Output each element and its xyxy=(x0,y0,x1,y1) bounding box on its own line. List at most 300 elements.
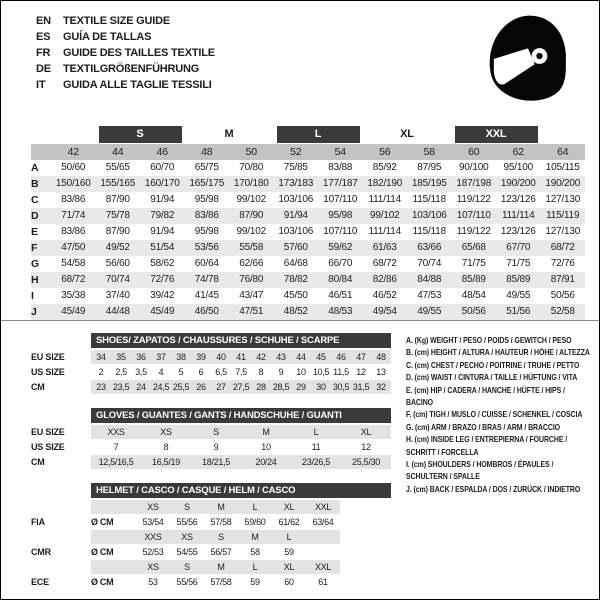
size-group-label: XXL xyxy=(455,126,538,143)
size-group-label: M xyxy=(224,128,234,140)
size-value: 87/91 xyxy=(550,274,575,285)
sub-table-row xyxy=(31,380,391,394)
size-value: 95/100 xyxy=(503,162,533,173)
size-value: 43/47 xyxy=(239,290,264,301)
size-value: 83/88 xyxy=(328,162,353,173)
sub-value: 10,5 xyxy=(312,367,330,377)
guide-title: GUÍA DE TALLAS xyxy=(63,31,152,43)
size-value: 62/66 xyxy=(239,258,264,269)
size-value: 45/49 xyxy=(61,306,86,317)
size-value: 160/170 xyxy=(144,178,180,189)
guide-title: TEXTILE SIZE GUIDE xyxy=(63,15,171,27)
helmet-value: 52/53 xyxy=(142,547,164,557)
measure-row xyxy=(31,224,585,240)
measure-row xyxy=(31,192,585,208)
helmet-size: XL xyxy=(283,502,295,512)
sub-row-label: US SIZE xyxy=(31,442,65,452)
helmet-size-row xyxy=(31,560,340,574)
unit-spacer xyxy=(91,560,136,574)
size-value: 45/50 xyxy=(283,290,308,301)
sub-value: 25,5/30 xyxy=(352,457,380,467)
sub-value: 18/21,5 xyxy=(202,457,230,467)
size-value: 111/114 xyxy=(501,210,535,221)
size-value: 105/115 xyxy=(545,162,580,173)
size-value: 177/187 xyxy=(322,178,358,189)
unit-label: Ø CM xyxy=(91,547,114,557)
size-value: 123/126 xyxy=(500,226,536,237)
size-value: 83/86 xyxy=(61,194,86,205)
sub-value: 23/26,5 xyxy=(302,457,330,467)
unit-label: Ø CM xyxy=(91,577,114,587)
helmet-value: 54/55 xyxy=(176,547,198,557)
size-group-label: L xyxy=(277,126,360,143)
measure-letter: B xyxy=(31,178,39,190)
helmet-size: L xyxy=(252,502,258,512)
size-group xyxy=(185,126,274,143)
size-value: 165/175 xyxy=(189,178,225,189)
helmet-values xyxy=(91,545,340,559)
helmet-value: 59 xyxy=(250,577,260,587)
size-value: 91/94 xyxy=(283,210,308,221)
sub-row-values xyxy=(91,350,391,364)
size-value: 79/82 xyxy=(150,210,175,221)
column-number-band xyxy=(31,144,585,160)
sub-value: 3,5 xyxy=(135,367,147,377)
language-code: FR xyxy=(36,47,51,59)
helmet-size: XS xyxy=(181,532,193,542)
helmet-value: 53 xyxy=(148,577,158,587)
size-value: 150/160 xyxy=(55,178,91,189)
sub-value: 11,5 xyxy=(333,367,349,377)
size-value: 75/85 xyxy=(283,162,308,173)
size-value: 74/78 xyxy=(194,274,219,285)
sub-row-values xyxy=(91,380,391,394)
size-value: 95/98 xyxy=(328,210,353,221)
legend-item: A. (Kg) WEIGHT / PESO / POIDS / GEWITCH / PESO xyxy=(406,335,572,345)
sub-value: L xyxy=(313,427,319,437)
size-value: 95/98 xyxy=(194,226,219,237)
helmet-value: 60 xyxy=(284,577,294,587)
sub-value: 25,5 xyxy=(172,382,190,392)
language-row xyxy=(36,77,215,93)
column-number: 52 xyxy=(290,146,302,158)
helmet-values xyxy=(91,515,340,529)
helmet-value: 63/64 xyxy=(312,517,334,527)
size-value: 49/55 xyxy=(506,290,531,301)
helmet-value: 59/60 xyxy=(244,517,266,527)
size-group xyxy=(51,126,96,143)
measure-letter: A xyxy=(31,162,39,174)
language-row xyxy=(36,13,215,29)
size-value: 111/114 xyxy=(368,194,402,205)
size-value: 115/118 xyxy=(412,194,446,205)
column-number: 50 xyxy=(245,146,257,158)
size-value: 46/52 xyxy=(372,290,397,301)
size-value: 119/122 xyxy=(456,226,491,237)
size-value: 87/90 xyxy=(105,194,130,205)
sub-value: 6 xyxy=(198,367,204,377)
measure-row xyxy=(31,256,585,272)
size-value: 39/42 xyxy=(150,290,175,301)
helmet-value: 55/56 xyxy=(176,577,198,587)
sub-value: 12 xyxy=(361,442,371,452)
legend-item: E. (cm) HIP / CADERA / HANCHE / HÜFTE / HIPS / BACINO xyxy=(406,384,565,408)
size-value: 47/50 xyxy=(61,242,86,253)
helmet-size: XS xyxy=(147,562,159,572)
sub-value: XS xyxy=(160,427,172,437)
legend-item: I. (cm) SHOULDERS / HOMBROS / ÉPAULES / SCHULTERN / SPALLE xyxy=(406,459,554,482)
column-number: 56 xyxy=(379,146,391,158)
helmet-value: 61 xyxy=(318,577,328,587)
size-value: 60/64 xyxy=(194,258,219,269)
sub-value: 10 xyxy=(261,442,271,452)
helmet-value: 59 xyxy=(284,547,294,557)
language-code: IT xyxy=(36,79,46,91)
measure-row xyxy=(31,240,585,256)
sub-value: 37 xyxy=(156,352,166,362)
size-value: 44/48 xyxy=(105,306,130,317)
size-value: 49/52 xyxy=(105,242,130,253)
size-value: 47/51 xyxy=(239,306,264,317)
size-value: 68/72 xyxy=(550,242,575,253)
size-value: 99/102 xyxy=(236,194,266,205)
size-value: 83/86 xyxy=(61,226,86,237)
size-value: 64/68 xyxy=(283,258,308,269)
unit-spacer xyxy=(91,530,136,544)
sub-value: 26 xyxy=(196,382,206,392)
size-group xyxy=(274,126,363,143)
guide-title: GUIDA ALLE TAGLIE TESSILI xyxy=(63,79,212,91)
measure-letter: D xyxy=(31,210,39,222)
size-value: 48/54 xyxy=(461,290,486,301)
size-value: 115/119 xyxy=(546,210,580,221)
sub-value: 40 xyxy=(216,352,226,362)
helmet-size: M xyxy=(251,532,259,542)
size-value: 45/49 xyxy=(150,306,175,317)
column-number: 44 xyxy=(112,146,124,158)
sub-value: M xyxy=(262,427,270,437)
sub-table-row xyxy=(31,440,391,454)
measurement-legend xyxy=(406,334,593,495)
helmet-standard-label: CMR xyxy=(31,547,51,557)
main-size-table xyxy=(31,126,585,320)
size-value: 190/200 xyxy=(545,178,581,189)
size-group-header xyxy=(31,126,585,143)
sub-value: 31,5 xyxy=(352,382,370,392)
sub-value: 30,5 xyxy=(332,382,350,392)
helmet-value-row xyxy=(31,515,340,529)
helmet-size: S xyxy=(184,562,190,572)
language-code: EN xyxy=(36,15,51,27)
size-value: 61/63 xyxy=(372,242,397,253)
letter-col-spacer xyxy=(31,126,51,143)
size-value: 84/88 xyxy=(417,274,442,285)
size-value: 85/89 xyxy=(461,274,486,285)
size-value: 54/58 xyxy=(61,258,86,269)
size-value: 103/106 xyxy=(411,210,447,221)
sub-value: 7 xyxy=(113,442,119,452)
helmet-label-spacer xyxy=(31,560,91,574)
unit-label: Ø CM xyxy=(91,517,114,527)
sub-value: 28 xyxy=(256,382,266,392)
helmet-label-spacer xyxy=(31,500,91,514)
sub-table-row xyxy=(31,425,391,439)
size-value: 70/74 xyxy=(105,274,130,285)
size-value: 52/58 xyxy=(550,306,575,317)
section-divider xyxy=(1,320,600,321)
size-value: 170/180 xyxy=(233,178,269,189)
helmet-value: 57/58 xyxy=(210,577,232,587)
size-value: 48/53 xyxy=(328,306,353,317)
size-value: 49/55 xyxy=(417,306,442,317)
size-value: 83/86 xyxy=(194,210,219,221)
size-value: 103/106 xyxy=(278,194,314,205)
sub-value: 23 xyxy=(96,382,106,392)
size-value: 85/89 xyxy=(506,274,531,285)
sub-row-label: CM xyxy=(31,382,45,392)
sub-value: XXS xyxy=(107,427,125,437)
legend-item: D. (cm) WAIST / CINTURA / TAILLE / HÜFTUNG / VITA xyxy=(406,372,578,383)
helmet-size: XXS xyxy=(144,532,162,542)
column-number: 54 xyxy=(334,146,346,158)
helmet-standard-label: ECE xyxy=(31,577,49,587)
helmet-value-row xyxy=(31,545,340,559)
size-value: 119/122 xyxy=(456,194,491,205)
size-value: 75/78 xyxy=(105,210,130,221)
size-value: 46/50 xyxy=(194,306,219,317)
sub-row-values xyxy=(91,455,391,469)
measure-letter: J xyxy=(31,306,37,318)
helmet-standard-label: FIA xyxy=(31,517,45,527)
size-value: 47/53 xyxy=(417,290,442,301)
size-value: 107/110 xyxy=(456,210,491,221)
sub-value: 44 xyxy=(296,352,306,362)
sub-value: 30 xyxy=(316,382,326,392)
measure-letter: C xyxy=(31,194,39,206)
size-value: 50/56 xyxy=(550,290,575,301)
sub-value: 16,5/19 xyxy=(152,457,180,467)
sub-row-label: EU SIZE xyxy=(31,427,65,437)
size-value: 91/94 xyxy=(150,194,175,205)
helmet-value: 58 xyxy=(250,547,260,557)
column-number: 42 xyxy=(67,146,79,158)
language-code: ES xyxy=(36,31,51,43)
legend-item: B. (cm) HEIGHT / ALTURA / HAUTEUR / HÖHE / ALTEZZA xyxy=(406,347,590,358)
size-value: 48/52 xyxy=(283,306,308,317)
size-value: 70/80 xyxy=(239,162,264,173)
sub-value: 23,5 xyxy=(112,382,130,392)
size-value: 71/75 xyxy=(506,258,531,269)
helmet-size: S xyxy=(218,532,224,542)
sub-value: 9 xyxy=(213,442,219,452)
size-value: 67/70 xyxy=(506,242,531,253)
size-value: 87/95 xyxy=(417,162,442,173)
helmet-label-spacer xyxy=(31,530,91,544)
size-value: 65/75 xyxy=(194,162,219,173)
size-value: 87/90 xyxy=(239,210,264,221)
sub-value: 8 xyxy=(163,442,169,452)
size-value: 63/66 xyxy=(417,242,442,253)
size-value: 53/56 xyxy=(194,242,219,253)
legend-item: G. (cm) ARM / BRAZO / BRAS / ARM / BRACCIO xyxy=(406,421,561,432)
sub-value: 10 xyxy=(296,367,306,377)
helmet-size-values xyxy=(91,560,340,574)
size-value: 107/110 xyxy=(323,226,358,237)
size-value: 37/40 xyxy=(105,290,130,301)
sub-value: 48 xyxy=(376,352,386,362)
sub-value: 7,5 xyxy=(235,367,247,377)
measure-row xyxy=(31,176,585,192)
racing-helmet-icon xyxy=(479,7,575,107)
sub-value: 24,5 xyxy=(152,382,170,392)
size-group-label xyxy=(54,126,93,143)
helmet-table-title: HELMET / CASCO / CASQUE / HELM / CASCO xyxy=(91,483,391,498)
size-value: 71/74 xyxy=(61,210,86,221)
size-value: 185/195 xyxy=(411,178,447,189)
size-value: 68/72 xyxy=(61,274,86,285)
size-group xyxy=(363,126,452,143)
size-value: 60/70 xyxy=(150,162,175,173)
helmet-value-row xyxy=(31,575,340,589)
helmet-size: XS xyxy=(147,502,159,512)
size-value: 127/130 xyxy=(545,226,581,237)
helmet-size-row xyxy=(31,530,340,544)
helmet-size xyxy=(306,530,340,544)
sub-value: 28,5 xyxy=(272,382,290,392)
column-number: 60 xyxy=(468,146,480,158)
measure-row xyxy=(31,160,585,176)
gloves-table-title: GLOVES / GUANTES / GANTS / HANDSCHUHE / GUANTI xyxy=(91,408,391,423)
size-group xyxy=(541,126,586,143)
measure-row xyxy=(31,272,585,288)
column-number: 58 xyxy=(423,146,435,158)
size-value: 49/54 xyxy=(372,306,397,317)
guide-title: GUIDE DES TAILLES TEXTILE xyxy=(63,47,215,59)
language-code: DE xyxy=(36,63,51,75)
size-value: 76/80 xyxy=(239,274,264,285)
sub-value: 4 xyxy=(158,367,164,377)
size-value: 95/98 xyxy=(194,194,219,205)
size-value: 46/51 xyxy=(328,290,353,301)
size-value: 58/62 xyxy=(150,258,175,269)
helmet-size: XXL xyxy=(314,562,332,572)
size-value: 50/60 xyxy=(61,162,86,173)
sub-value: 8 xyxy=(258,367,264,377)
size-value: 68/72 xyxy=(372,258,397,269)
size-value: 78/82 xyxy=(283,274,308,285)
size-value: 187/198 xyxy=(456,178,492,189)
helmet-value xyxy=(306,545,340,559)
measure-letter: G xyxy=(31,258,39,270)
legend-item: J. (cm) BACK / ESPALDA / DOS / ZURÜCK / INDIETRO xyxy=(406,483,581,494)
size-value: 103/106 xyxy=(278,226,314,237)
sub-value: 46 xyxy=(336,352,346,362)
sub-value: 2,5 xyxy=(115,367,127,377)
sub-value: 13 xyxy=(376,367,386,377)
size-value: 71/75 xyxy=(461,258,486,269)
size-value: 70/74 xyxy=(417,258,442,269)
size-value: 99/102 xyxy=(370,210,400,221)
column-number: 46 xyxy=(156,146,168,158)
size-value: 115/118 xyxy=(412,226,446,237)
column-number: 48 xyxy=(201,146,213,158)
sub-value: 29 xyxy=(296,382,306,392)
size-value: 72/76 xyxy=(150,274,175,285)
sub-row-label: CM xyxy=(31,457,45,467)
size-value: 85/92 xyxy=(372,162,397,173)
sub-value: 6,5 xyxy=(215,367,227,377)
size-value: 99/102 xyxy=(236,226,266,237)
sub-value: 20/24 xyxy=(255,457,277,467)
sub-value: 32 xyxy=(376,382,386,392)
helmet-value: 56/57 xyxy=(210,547,232,557)
sub-row-values xyxy=(91,440,391,454)
size-value: 87/90 xyxy=(105,226,130,237)
helmet-size: M xyxy=(217,562,225,572)
size-group-label: XL xyxy=(400,128,414,140)
size-value: 51/56 xyxy=(506,306,531,317)
size-value: 57/60 xyxy=(283,242,308,253)
size-group xyxy=(96,126,185,143)
helmet-size: M xyxy=(217,502,225,512)
sub-row-label: US SIZE xyxy=(31,367,65,377)
legend-item: F. (cm) TIGH / MUSLO / CUISSE / SCHENKEL / COSCIA xyxy=(406,409,583,420)
sub-row-values xyxy=(91,365,391,379)
sub-row-label: EU SIZE xyxy=(31,352,65,362)
language-row xyxy=(36,45,215,61)
sub-value: S xyxy=(213,427,219,437)
size-value: 80/84 xyxy=(328,274,353,285)
helmet-size: L xyxy=(286,532,292,542)
measure-letter: H xyxy=(31,274,39,286)
sub-value: 43 xyxy=(276,352,286,362)
sub-table-row xyxy=(31,350,391,364)
sub-value: 39 xyxy=(196,352,206,362)
sub-value: 27,5 xyxy=(232,382,250,392)
size-value: 107/110 xyxy=(323,194,358,205)
letter-col-spacer xyxy=(31,144,51,160)
sub-value: 24 xyxy=(136,382,146,392)
sub-value: 38 xyxy=(176,352,186,362)
size-value: 173/183 xyxy=(278,178,314,189)
size-value: 50/56 xyxy=(461,306,486,317)
legend-item: H. (cm) INSIDE LEG / ENTREPIERNA / FOURCHE / SCHRITT / FORCELLA xyxy=(406,434,568,457)
language-row xyxy=(36,61,215,77)
sub-value: 2 xyxy=(98,367,104,377)
sub-value: 35 xyxy=(116,352,126,362)
helmet-value: 57/58 xyxy=(210,517,232,527)
helmet-size-row xyxy=(31,500,340,514)
measure-row xyxy=(31,288,585,304)
size-value: 182/190 xyxy=(367,178,403,189)
size-group-label xyxy=(544,126,583,143)
measure-row xyxy=(31,304,585,320)
sub-value: 5 xyxy=(178,367,184,377)
column-number: 62 xyxy=(512,146,524,158)
sub-value: 11 xyxy=(311,442,321,452)
measure-letter: E xyxy=(31,226,38,238)
sub-value: 12 xyxy=(356,367,366,377)
size-value: 65/68 xyxy=(461,242,486,253)
shoes-table-title: SHOES/ ZAPATOS / CHAUSSURES / SCHUHE / SCARPE xyxy=(91,333,391,348)
size-value: 59/62 xyxy=(328,242,353,253)
sub-value: 12,5/16,5 xyxy=(98,457,134,467)
size-value: 111/114 xyxy=(368,226,402,237)
sub-value: 36 xyxy=(136,352,146,362)
helmet-size-values xyxy=(91,530,340,544)
measure-letter: F xyxy=(31,242,38,254)
sub-value: 27 xyxy=(216,382,226,392)
